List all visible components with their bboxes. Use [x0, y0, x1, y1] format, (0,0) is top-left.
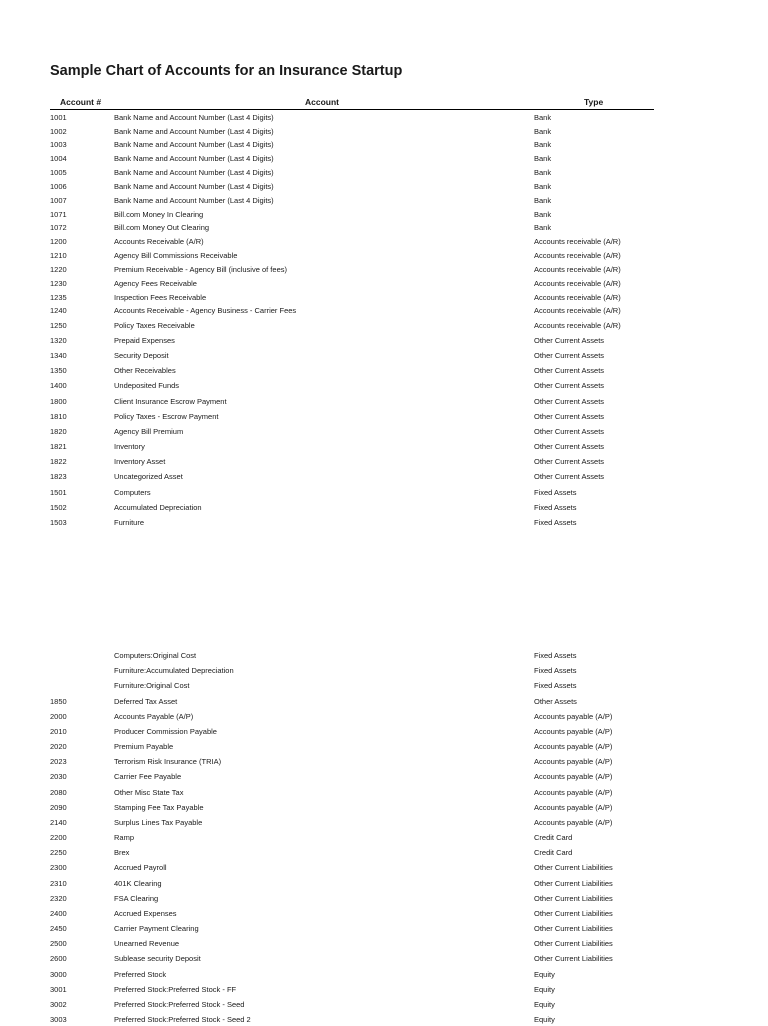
table-row [50, 1014, 660, 1026]
account-name: Surplus Lines Tax Payable [114, 818, 203, 827]
table-row [50, 893, 660, 905]
account-type: Accounts receivable (A/R) [534, 251, 621, 260]
account-number: 2000 [50, 712, 67, 721]
account-type: Other Current Liabilities [534, 894, 613, 903]
account-number: 2310 [50, 879, 67, 888]
table-row [50, 335, 660, 347]
account-number: 2030 [50, 772, 67, 781]
account-type: Other Current Assets [534, 351, 605, 360]
account-type: Bank [534, 140, 552, 149]
account-name: Bank Name and Account Number (Last 4 Digits) [114, 182, 274, 191]
account-number: 1071 [50, 210, 67, 219]
account-number: 2400 [50, 909, 67, 918]
account-type: Other Current Assets [534, 336, 605, 345]
account-name: Other Misc State Tax [114, 788, 184, 797]
account-number: 1503 [50, 518, 67, 527]
table-row [50, 984, 660, 996]
table-row [50, 126, 660, 138]
table-row [50, 487, 660, 499]
account-number: 1320 [50, 336, 67, 345]
account-name: Bank Name and Account Number (Last 4 Digits) [114, 127, 274, 136]
account-type: Other Assets [534, 697, 577, 706]
table-row [50, 365, 660, 377]
account-number: 2090 [50, 803, 67, 812]
table-row [50, 696, 660, 708]
header-account: Account [305, 97, 339, 107]
table-row [50, 953, 660, 965]
account-name: Bank Name and Account Number (Last 4 Digits) [114, 154, 274, 163]
table-row [50, 938, 660, 950]
account-number: 1200 [50, 237, 67, 246]
account-type: Fixed Assets [534, 518, 577, 527]
account-number: 2500 [50, 939, 67, 948]
account-type: Accounts payable (A/P) [534, 727, 613, 736]
table-row [50, 396, 660, 408]
account-name: Terrorism Risk Insurance (TRIA) [114, 757, 222, 766]
account-type: Equity [534, 1015, 555, 1024]
account-type: Other Current Assets [534, 457, 605, 466]
account-name: Sublease security Deposit [114, 954, 201, 963]
account-number: 1003 [50, 140, 67, 149]
account-name: Ramp [114, 833, 135, 842]
account-number: 1006 [50, 182, 67, 191]
table-row [50, 411, 660, 423]
account-type: Other Current Liabilities [534, 879, 613, 888]
account-number: 1001 [50, 113, 67, 122]
account-name: Inspection Fees Receivable [114, 293, 207, 302]
account-name: Client Insurance Escrow Payment [114, 397, 227, 406]
account-number: 3000 [50, 970, 67, 979]
account-number: 1821 [50, 442, 67, 451]
table-row [50, 222, 660, 234]
account-number: 1210 [50, 251, 67, 260]
account-name: Uncategorized Asset [114, 472, 183, 481]
table-row [50, 756, 660, 768]
table-row [50, 969, 660, 981]
account-name: Furniture:Accumulated Depreciation [114, 666, 234, 675]
header-account-number: Account # [60, 97, 102, 107]
account-number: 1400 [50, 381, 67, 390]
account-number: 1822 [50, 457, 67, 466]
table-row [50, 195, 660, 207]
account-type: Credit Card [534, 848, 573, 857]
account-name: Carrier Payment Clearing [114, 924, 199, 933]
account-name: Deferred Tax Asset [114, 697, 178, 706]
table-row [50, 236, 660, 248]
account-type: Bank [534, 168, 552, 177]
table-row [50, 680, 660, 692]
table-row [50, 181, 660, 193]
account-type: Accounts payable (A/P) [534, 803, 613, 812]
account-number: 1072 [50, 223, 67, 232]
account-type: Other Current Liabilities [534, 909, 613, 918]
table-row [50, 923, 660, 935]
account-number: 2450 [50, 924, 67, 933]
account-type: Other Current Assets [534, 366, 605, 375]
table-row [50, 139, 660, 151]
account-number: 1800 [50, 397, 67, 406]
account-name: Policy Taxes Receivable [114, 321, 195, 330]
table-row [50, 167, 660, 179]
account-name: Carrier Fee Payable [114, 772, 182, 781]
account-name: Preferred Stock:Preferred Stock - Seed [114, 1000, 245, 1009]
account-name: Preferred Stock [114, 970, 167, 979]
table-row [50, 380, 660, 392]
account-type: Bank [534, 210, 552, 219]
account-name: Preferred Stock:Preferred Stock - Seed 2 [114, 1015, 251, 1024]
account-number: 1820 [50, 427, 67, 436]
table-row [50, 209, 660, 221]
account-type: Other Current Assets [534, 412, 605, 421]
table-row [50, 426, 660, 438]
account-number: 1501 [50, 488, 67, 497]
account-number: 1004 [50, 154, 67, 163]
account-name: Security Deposit [114, 351, 169, 360]
account-name: Producer Commission Payable [114, 727, 217, 736]
account-type: Accounts payable (A/P) [534, 757, 613, 766]
account-number: 1235 [50, 293, 67, 302]
account-name: Policy Taxes - Escrow Payment [114, 412, 219, 421]
account-name: Accounts Receivable (A/R) [114, 237, 204, 246]
account-name: Bank Name and Account Number (Last 4 Digits) [114, 196, 274, 205]
account-number: 2010 [50, 727, 67, 736]
account-name: Accrued Expenses [114, 909, 177, 918]
table-row [50, 711, 660, 723]
account-name: Accumulated Depreciation [114, 503, 202, 512]
table-row [50, 802, 660, 814]
account-type: Other Current Assets [534, 472, 605, 481]
table-row [50, 456, 660, 468]
table-row [50, 441, 660, 453]
table-row [50, 832, 660, 844]
account-number: 2600 [50, 954, 67, 963]
table-row [50, 665, 660, 677]
table-row [50, 650, 660, 662]
table-row [50, 292, 660, 304]
account-number: 3003 [50, 1015, 67, 1024]
account-type: Accounts payable (A/P) [534, 712, 613, 721]
table-row [50, 787, 660, 799]
table-row [50, 726, 660, 738]
account-type: Equity [534, 970, 555, 979]
table-row [50, 502, 660, 514]
account-type: Credit Card [534, 833, 573, 842]
account-type: Accounts receivable (A/R) [534, 306, 621, 315]
account-number: 2300 [50, 863, 67, 872]
account-type: Other Current Assets [534, 442, 605, 451]
account-number: 1340 [50, 351, 67, 360]
header-type: Type [584, 97, 604, 107]
account-number: 2320 [50, 894, 67, 903]
table-row [50, 517, 660, 529]
table-row [50, 264, 660, 276]
table-row [50, 817, 660, 829]
account-type: Accounts payable (A/P) [534, 742, 613, 751]
account-name: Agency Bill Premium [114, 427, 184, 436]
account-number: 1810 [50, 412, 67, 421]
account-name: FSA Clearing [114, 894, 159, 903]
account-type: Fixed Assets [534, 503, 577, 512]
account-number: 1007 [50, 196, 67, 205]
account-type: Bank [534, 196, 552, 205]
account-number: 2023 [50, 757, 67, 766]
account-type: Equity [534, 1000, 555, 1009]
table-row [50, 908, 660, 920]
account-type: Bank [534, 182, 552, 191]
account-type: Other Current Assets [534, 381, 605, 390]
account-type: Accounts payable (A/P) [534, 772, 613, 781]
account-name: Prepaid Expenses [114, 336, 175, 345]
account-type: Other Current Liabilities [534, 924, 613, 933]
account-number: 2080 [50, 788, 67, 797]
account-number: 3001 [50, 985, 67, 994]
account-name: Bank Name and Account Number (Last 4 Digits) [114, 168, 274, 177]
table-row [50, 305, 660, 317]
account-name: Inventory Asset [114, 457, 166, 466]
account-number: 1502 [50, 503, 67, 512]
account-type: Fixed Assets [534, 666, 577, 675]
account-name: Premium Receivable - Agency Bill (inclusive of fees) [114, 265, 287, 274]
account-type: Fixed Assets [534, 488, 577, 497]
table-row [50, 112, 660, 124]
account-name: Unearned Revenue [114, 939, 180, 948]
account-type: Other Current Assets [534, 397, 605, 406]
account-name: Agency Fees Receivable [114, 279, 197, 288]
account-name: Brex [114, 848, 130, 857]
account-name: Bill.com Money Out Clearing [114, 223, 210, 232]
table-row [50, 771, 660, 783]
account-type: Accounts receivable (A/R) [534, 237, 621, 246]
account-number: 2020 [50, 742, 67, 751]
account-type: Equity [534, 985, 555, 994]
table-row [50, 350, 660, 362]
account-number: 1250 [50, 321, 67, 330]
account-name: Accrued Payroll [114, 863, 167, 872]
account-type: Accounts receivable (A/R) [534, 293, 621, 302]
account-name: Bank Name and Account Number (Last 4 Digits) [114, 113, 274, 122]
account-name: Preferred Stock:Preferred Stock - FF [114, 985, 237, 994]
account-type: Bank [534, 223, 552, 232]
account-name: Bill.com Money In Clearing [114, 210, 204, 219]
account-type: Bank [534, 127, 552, 136]
account-type: Accounts receivable (A/R) [534, 279, 621, 288]
account-type: Accounts payable (A/P) [534, 788, 613, 797]
page-title: Sample Chart of Accounts for an Insurance Startup [50, 63, 403, 79]
account-type: Other Current Liabilities [534, 954, 613, 963]
header-divider [50, 109, 654, 110]
account-number: 1220 [50, 265, 67, 274]
account-name: Accounts Receivable - Agency Business - Carrier Fees [114, 306, 297, 315]
account-name: Furniture:Original Cost [114, 681, 190, 690]
account-number: 2250 [50, 848, 67, 857]
account-number: 1240 [50, 306, 67, 315]
account-number: 1850 [50, 697, 67, 706]
account-name: Stamping Fee Tax Payable [114, 803, 204, 812]
account-name: Accounts Payable (A/P) [114, 712, 194, 721]
account-type: Other Current Liabilities [534, 863, 613, 872]
account-number: 1005 [50, 168, 67, 177]
account-type: Other Current Assets [534, 427, 605, 436]
account-name: Furniture [114, 518, 145, 527]
account-type: Other Current Liabilities [534, 939, 613, 948]
table-row [50, 999, 660, 1011]
account-number: 1350 [50, 366, 67, 375]
account-number: 2200 [50, 833, 67, 842]
table-row [50, 862, 660, 874]
account-type: Accounts receivable (A/R) [534, 321, 621, 330]
account-name: Inventory [114, 442, 145, 451]
account-number: 1002 [50, 127, 67, 136]
table-row [50, 847, 660, 859]
account-name: Bank Name and Account Number (Last 4 Digits) [114, 140, 274, 149]
account-number: 3002 [50, 1000, 67, 1009]
account-type: Accounts payable (A/P) [534, 818, 613, 827]
account-name: 401K Clearing [114, 879, 162, 888]
account-name: Computers:Original Cost [114, 651, 197, 660]
table-row [50, 741, 660, 753]
account-number: 1823 [50, 472, 67, 481]
account-type: Fixed Assets [534, 651, 577, 660]
account-type: Fixed Assets [534, 681, 577, 690]
account-name: Other Receivables [114, 366, 176, 375]
account-number: 1230 [50, 279, 67, 288]
account-type: Bank [534, 154, 552, 163]
table-row [50, 153, 660, 165]
account-name: Undeposited Funds [114, 381, 180, 390]
table-row [50, 250, 660, 262]
table-row [50, 278, 660, 290]
account-name: Agency Bill Commissions Receivable [114, 251, 238, 260]
account-type: Bank [534, 113, 552, 122]
account-name: Computers [114, 488, 151, 497]
account-name: Premium Payable [114, 742, 174, 751]
table-row [50, 878, 660, 890]
account-type: Accounts receivable (A/R) [534, 265, 621, 274]
account-number: 2140 [50, 818, 67, 827]
table-header [50, 97, 654, 109]
table-row [50, 471, 660, 483]
table-row [50, 320, 660, 332]
